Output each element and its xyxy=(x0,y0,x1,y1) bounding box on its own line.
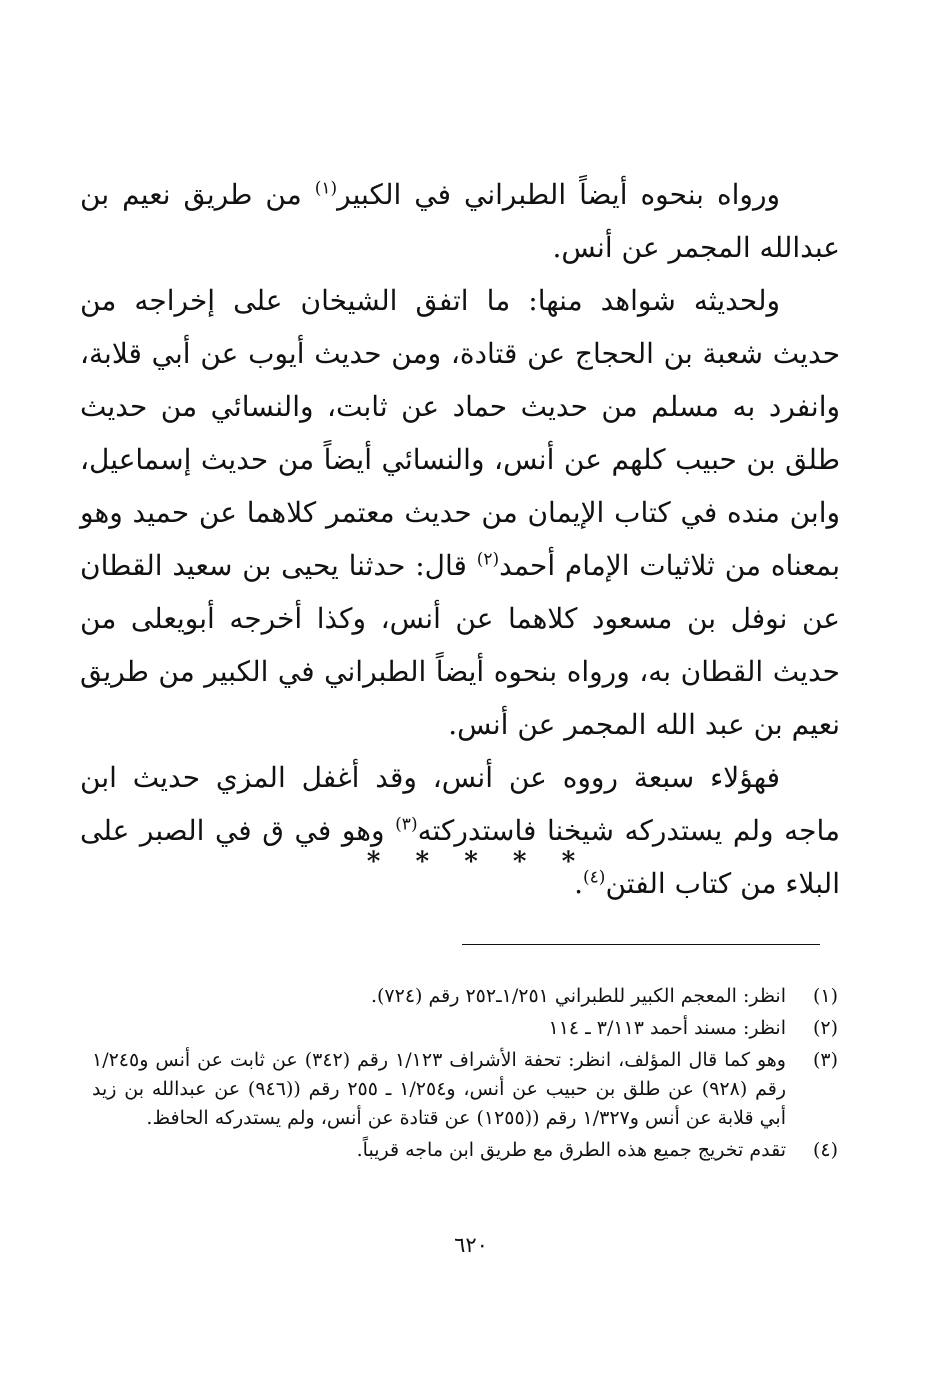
footnote-ref-3: (٣) xyxy=(395,814,418,835)
footnote-4 xyxy=(92,1136,838,1165)
paragraph-3-text-b: وهو في ق في الصبر على البلاء من كتاب الفتن xyxy=(80,814,840,900)
paragraph-3-text-c: . xyxy=(574,867,584,900)
separator-star: * xyxy=(415,847,430,877)
paragraph-2-text-a: ولحديثه شواهد منها: ما اتفق الشيخان على إخراجه من حديث شعبة بن الحجاج عن قتادة، ومن حديث أيوب عن أبي قلابة، وانفرد به مسلم من حديث حماد عن ثابت، والنسائي من حديث طلق بن حبيب كلهم عن أنس، والنسائي أيضاً من حديث إسماعيل، وابن منده في كتاب الإيمان من حديث معتمر كلاهما عن حميد وهو بمعناه من ثلاثيات الإمام أحمد xyxy=(80,284,840,582)
paragraph-3 xyxy=(80,751,840,910)
paragraph-1-text-a: ورواه بنحوه أيضاً الطبراني في الكبير xyxy=(337,178,780,211)
separator-star: * xyxy=(561,847,576,877)
footnote-ref-1: (١) xyxy=(314,178,338,199)
footnote-number: (٤) xyxy=(812,1139,838,1161)
footnote-3 xyxy=(92,1046,838,1133)
footnotes xyxy=(92,982,838,1168)
footnote-divider xyxy=(462,944,820,945)
footnote-ref-2: (٢) xyxy=(476,549,500,570)
footnote-text: وهو كما قال المؤلف، انظر: تحفة الأشراف ١/١٢٣ رقم (٣٤٢) عن ثابت عن أنس و١/٢٤٥ رقم (٩٢٨) عن طلق بن حبيب عن أنس، و١/٢٥٤ ـ ٢٥٥ رقم ((٩٤٦) عن عبدالله بن زيد أبي قلابة عن أنس و١/٣٢٧ رقم ((١٢٥٥) عن قتادة عن أنس، ولم يستدركه الحافظ. xyxy=(92,1049,786,1129)
paragraph-3-text-a: فهؤلاء سبعة رووه عن أنس، وقد أغفل المزي حديث ابن ماجه ولم يستدركه شيخنا فاستدركته xyxy=(80,761,840,847)
footnote-ref-4: (٤) xyxy=(583,867,606,888)
footnote-number: (٢) xyxy=(812,1017,838,1039)
footnote-1 xyxy=(92,982,838,1011)
footnote-number: (٣) xyxy=(812,1049,838,1071)
footnote-text: تقدم تخريج جميع هذه الطرق مع طريق ابن ماجه قريباً. xyxy=(356,1139,786,1161)
footnote-text: انظر: مسند أحمد ٣/١١٣ ـ ١١٤ xyxy=(548,1017,786,1039)
footnote-2 xyxy=(92,1014,838,1043)
section-separator xyxy=(0,842,942,882)
footnote-number: (١) xyxy=(812,985,838,1007)
page-number: ٦٢٠ xyxy=(454,1233,488,1257)
main-text xyxy=(80,168,840,910)
paragraph-1-text-b: من طريق نعيم بن عبدالله المجمر عن أنس. xyxy=(80,178,840,264)
paragraph-1 xyxy=(80,168,840,274)
separator-star: * xyxy=(464,847,478,877)
separator-star: * xyxy=(512,847,527,877)
paragraph-2 xyxy=(80,274,840,751)
separator-star: * xyxy=(366,847,381,877)
paragraph-2-text-b: قال: حدثنا يحيى بن سعيد القطان عن نوفل بن مسعود كلاهما عن أنس، وكذا أخرجه أبويعلى من حديث القطان به، ورواه بنحوه أيضاً الطبراني في الكبير من طريق نعيم بن عبد الله المجمر عن أنس. xyxy=(80,549,840,741)
footnote-text: انظر: المعجم الكبير للطبراني ١/٢٥١ـ٢٥٢ رقم (٧٢٤). xyxy=(370,985,786,1007)
